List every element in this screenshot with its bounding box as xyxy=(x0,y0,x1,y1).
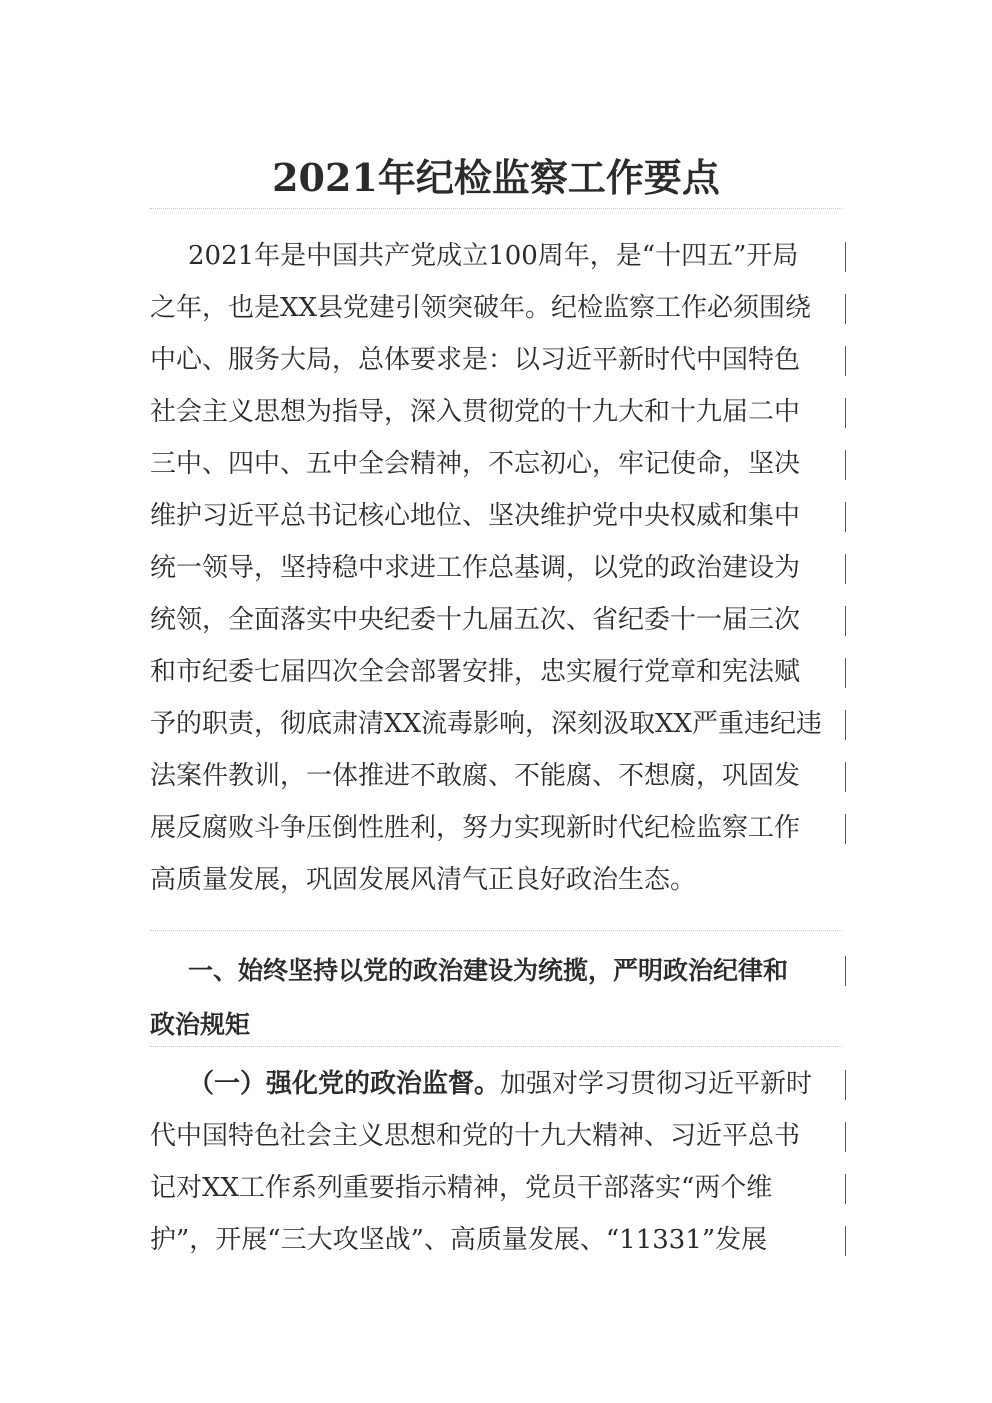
section1-heading xyxy=(150,944,842,1052)
intro-line: 展反腐败斗争压倒性胜利，努力实现新时代纪检监察工作 xyxy=(150,802,842,854)
intro-line: 社会主义思想为指导，深入贯彻党的十九大和十九届二中 xyxy=(150,386,842,438)
intro-paragraph xyxy=(150,230,842,906)
intro-line: 维护习近平总书记核心地位、坚决维护党中央权威和集中 xyxy=(150,490,842,542)
section1-heading-line: 政治规矩 xyxy=(150,1010,251,1039)
intro-line: 三中、四中、五中全会精神，不忘初心，牢记使命，坚决 xyxy=(150,438,842,490)
document-title: 2021年纪检监察工作要点 xyxy=(272,155,720,200)
paragraph-divider xyxy=(150,930,842,931)
section1-heading-line: 一、始终坚持以党的政治建设为统揽，严明政治纪律和 xyxy=(150,944,842,998)
intro-line: 统一领导，坚持稳中求进工作总基调，以党的政治建设为 xyxy=(150,542,842,594)
item1-line: 记对XX工作系列重要指示精神，党员干部落实“两个维 xyxy=(150,1162,842,1214)
intro-line: 高质量发展，巩固发展风清气正良好政治生态。 xyxy=(150,865,697,895)
item1-line: 护”，开展“三大攻坚战”、高质量发展、“11331”发展 xyxy=(150,1214,842,1266)
item1-line: 代中国特色社会主义思想和党的十九大精神、习近平总书 xyxy=(150,1110,842,1162)
intro-line: 和市纪委七届四次全会部署安排，忠实履行党章和宪法赋 xyxy=(150,646,842,698)
item1-first-line xyxy=(150,1058,842,1110)
item1-first-rest: 加强对学习贯彻习近平新时 xyxy=(500,1069,813,1099)
title-divider xyxy=(150,208,842,209)
intro-line: 法案件教训，一体推进不敢腐、不能腐、不想腐，巩固发 xyxy=(150,750,842,802)
intro-line: 中心、服务大局，总体要求是：以习近平新时代中国特色 xyxy=(150,334,842,386)
heading-divider xyxy=(150,1046,842,1047)
item1-paragraph xyxy=(150,1058,842,1266)
item1-lead: （一）强化党的政治监督。 xyxy=(188,1069,501,1099)
intro-line: 之年，也是XX县党建引领突破年。纪检监察工作必须围绕 xyxy=(150,282,842,334)
intro-line: 统领，全面落实中央纪委十九届五次、省纪委十一届三次 xyxy=(150,594,842,646)
intro-line: 予的职责，彻底肃清XX流毒影响，深刻汲取XX严重违纪违 xyxy=(150,698,842,750)
intro-line: 2021年是中国共产党成立100周年，是“十四五”开局 xyxy=(150,230,842,282)
